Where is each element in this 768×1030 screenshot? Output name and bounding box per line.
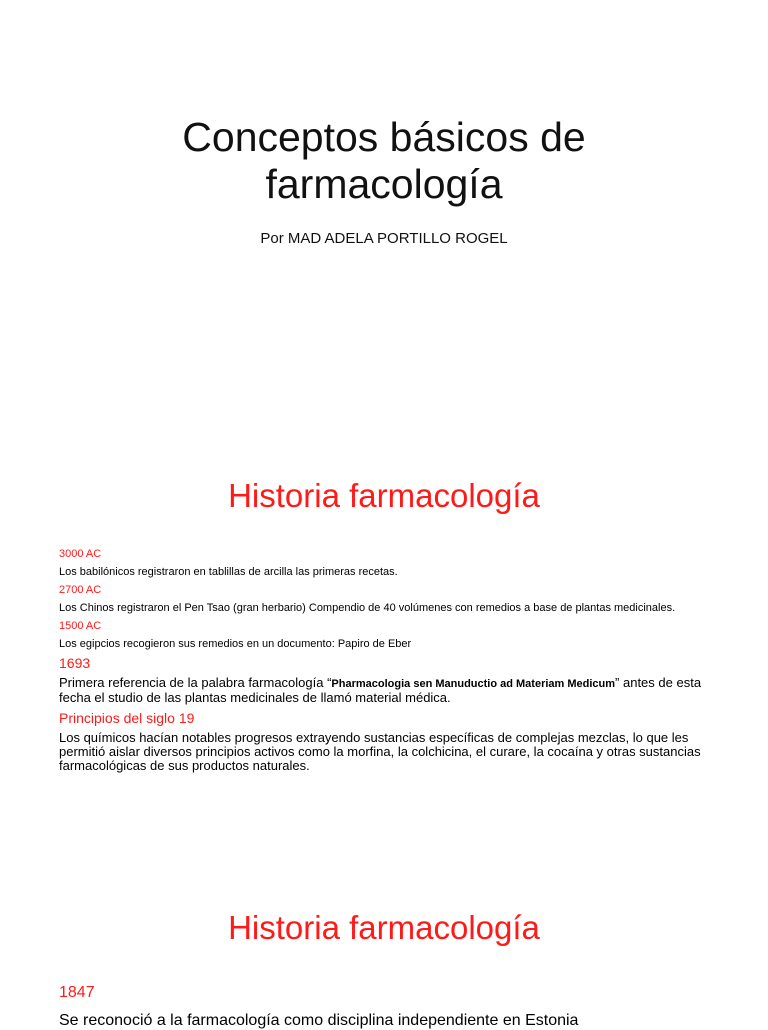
slide-title xyxy=(0,114,768,208)
entry-year: 2700 AC xyxy=(59,584,102,596)
entry-text-before: Primera referencia de la palabra farmacología “ xyxy=(59,675,332,690)
slide-heading: Historia farmacología xyxy=(228,909,540,946)
entry-text xyxy=(59,676,719,705)
entry-text: Los babilónicos registraron en tablillas de arcilla las primeras recetas. xyxy=(59,566,398,578)
title-line-1: Conceptos básicos de xyxy=(182,114,586,160)
entry-year: 1500 AC xyxy=(59,620,102,632)
entry-year: 1847 xyxy=(59,984,95,1001)
history-slide-1 xyxy=(0,432,768,864)
entry-text: Los Chinos registraron el Pen Tsao (gran herbario) Compendio de 40 volúmenes con remedios a base de plantas medicinales. xyxy=(59,602,676,614)
entry-year: 1693 xyxy=(59,655,91,671)
entry-text-bold: Pharmacologia sen Manuductio ad Materiam Medicum xyxy=(331,678,616,690)
title-line-2: farmacología xyxy=(265,161,503,207)
title-slide xyxy=(0,0,768,432)
entry-text: Se reconoció a la farmacología como disciplina independiente en Estonia xyxy=(59,1012,579,1029)
slide-subtitle: Por MAD ADELA PORTILLO ROGEL xyxy=(260,230,508,247)
slide-heading: Historia farmacología xyxy=(228,477,540,514)
history-slide-2 xyxy=(0,864,768,1029)
timeline-entries xyxy=(59,547,719,778)
entry-text: Los químicos hacían notables progresos extrayendo sustancias específicas de complejas mezclas, lo que les permitió aislar diversos principios activos como la morfina, la colchicina, el curare, la cocaína y otras sustancias farmacológicas de sus productos naturales. xyxy=(59,730,701,773)
entry-year: Principios del siglo 19 xyxy=(59,710,195,726)
entry-text: Los egipcios recogieron sus remedios en un documento: Papiro de Eber xyxy=(59,638,412,650)
entry-year: 3000 AC xyxy=(59,548,102,560)
entry-text-after: ” antes de esta fecha el studio de las plantas medicinales de llamó material médica. xyxy=(59,675,702,705)
